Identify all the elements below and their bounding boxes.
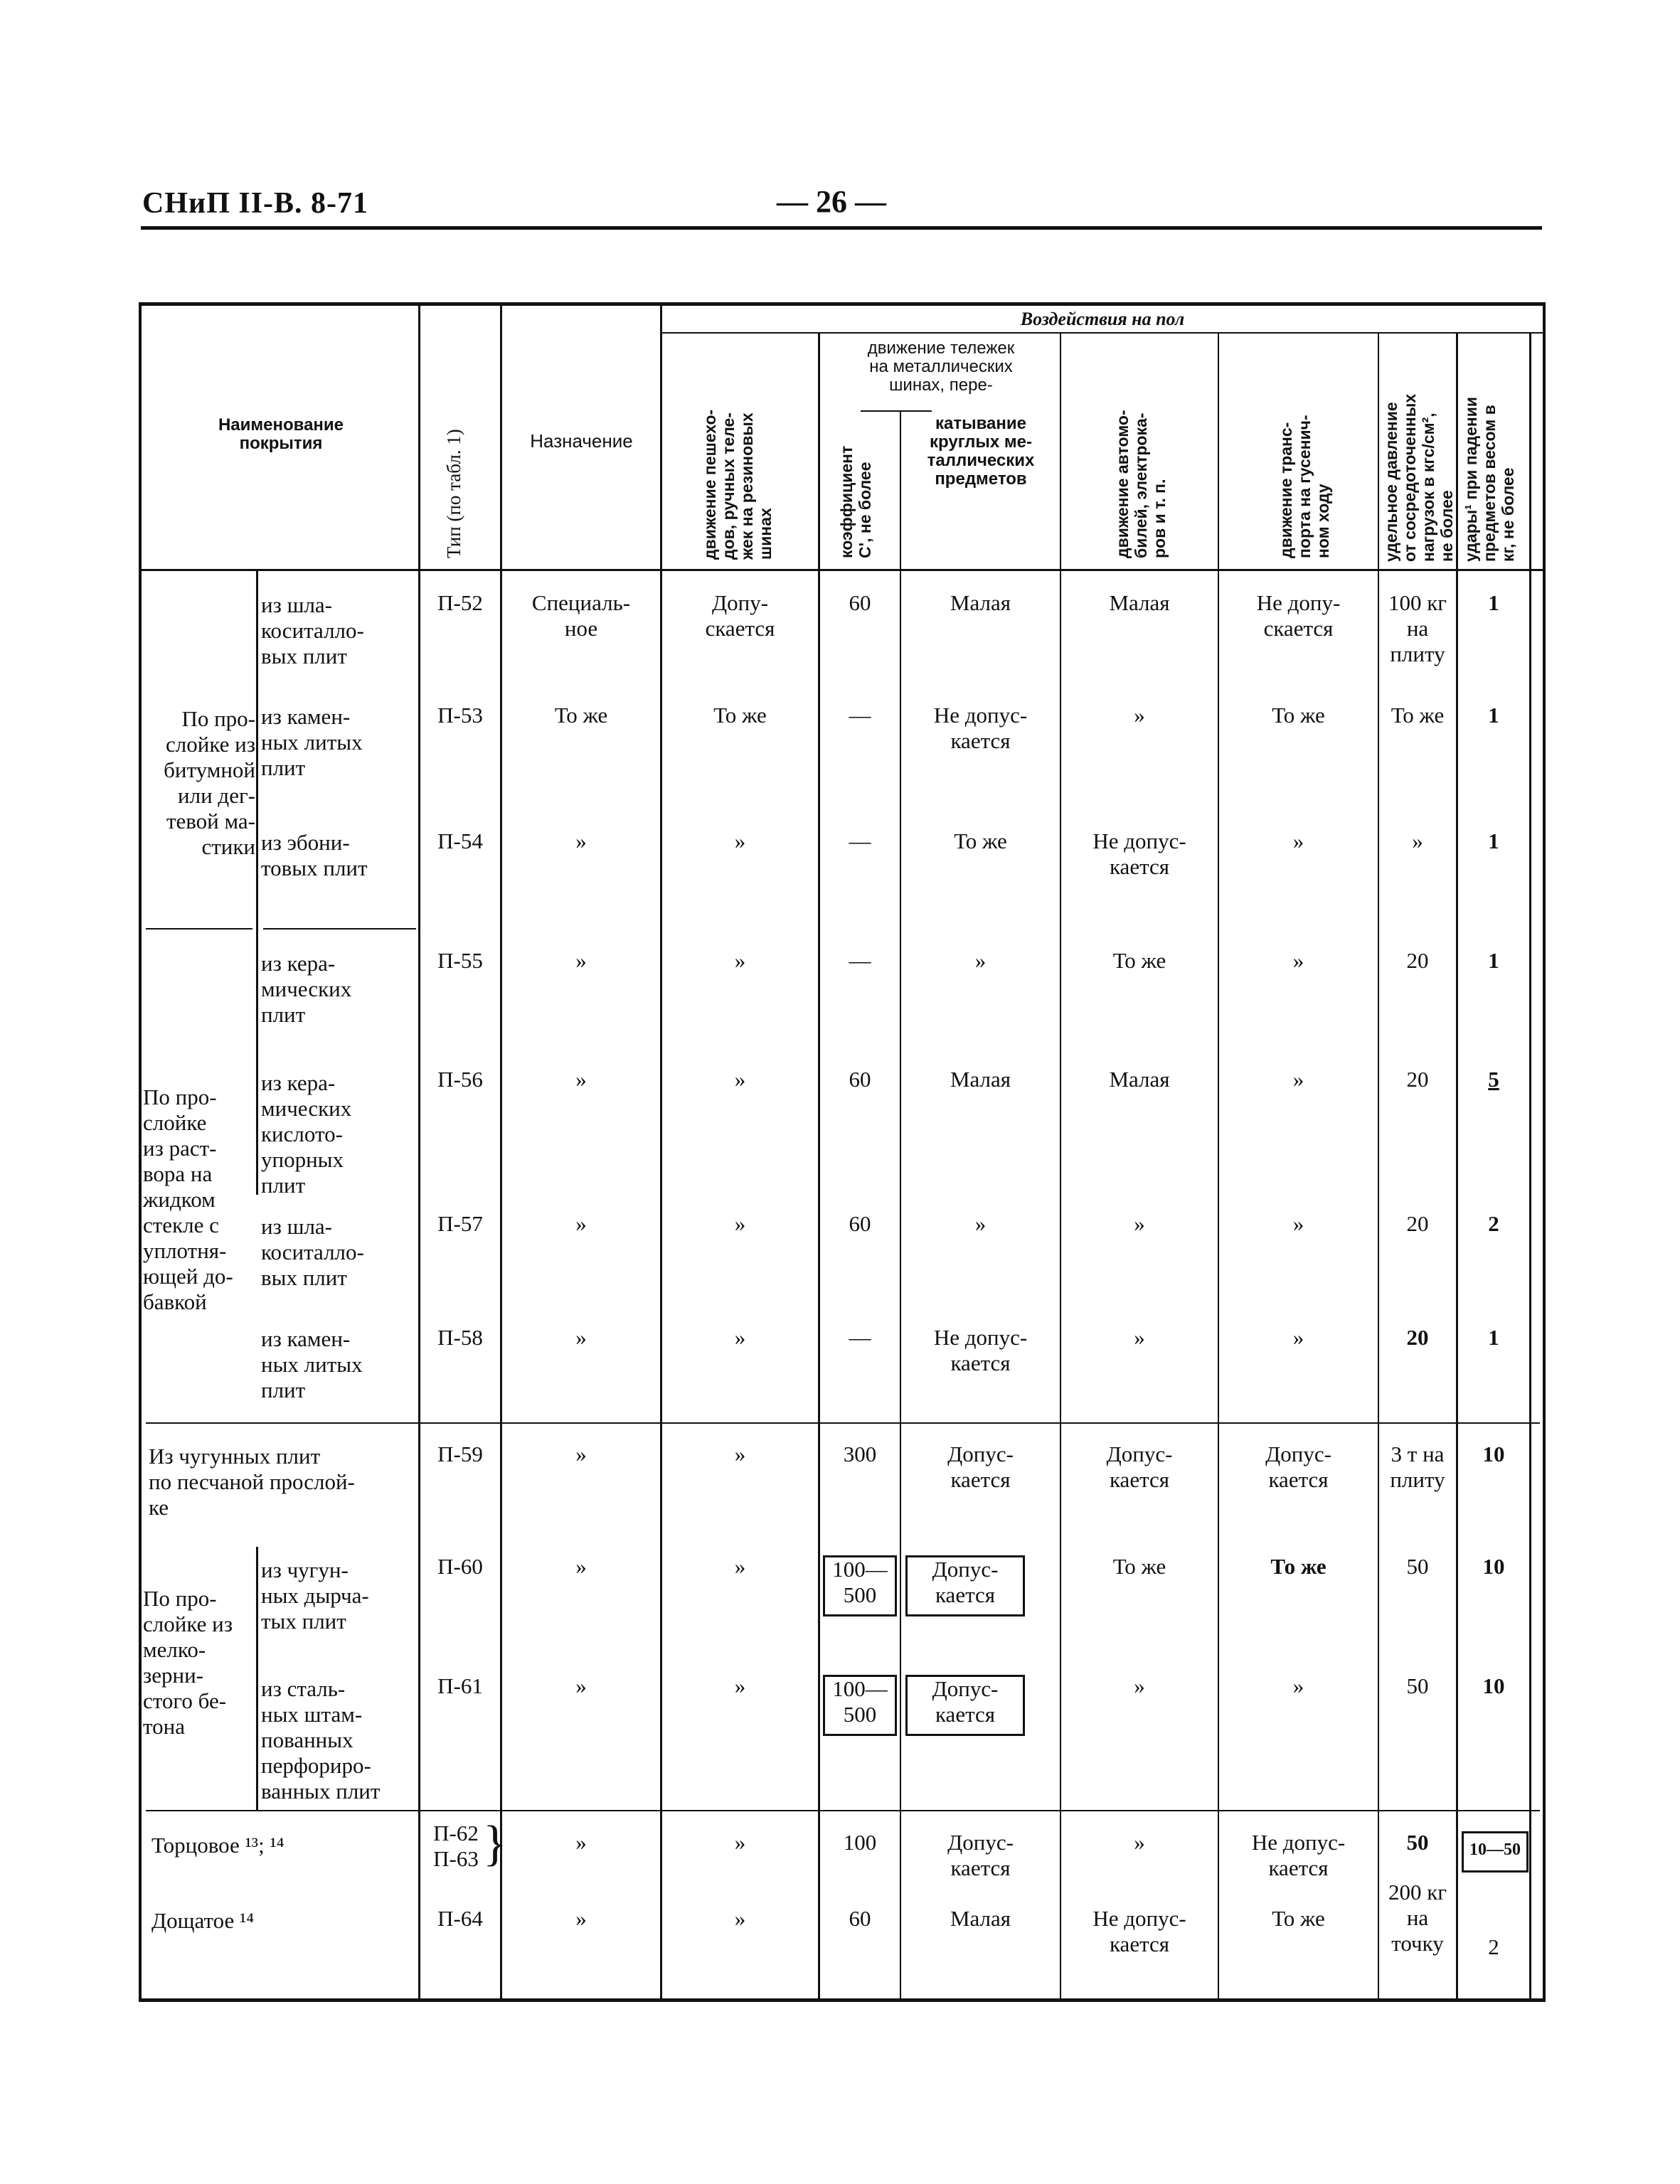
row-subname: из кера- мических плит xyxy=(261,951,352,1027)
col-line-5 xyxy=(900,410,901,2002)
row-rolling: Не допус- кается xyxy=(933,703,1028,753)
row-name: Из чугунных плит по песчаной прослой- ке xyxy=(149,1444,355,1520)
row-vehicles: » xyxy=(1134,1830,1145,1855)
row-pedestrian: » xyxy=(734,1906,746,1931)
row-subname: из сталь- ных штам- пованных перфориро- ванных плит xyxy=(261,1676,381,1804)
row-purpose: » xyxy=(575,829,587,853)
row-vehicles: » xyxy=(1134,703,1145,728)
row-pressure: 20 xyxy=(1406,1067,1429,1092)
row-pressure: То же xyxy=(1391,703,1445,728)
header-name: Наименование покрытия xyxy=(218,415,344,453)
row-purpose: » xyxy=(575,948,587,973)
row-purpose: » xyxy=(575,1906,587,1931)
row-coefficient: 60 xyxy=(849,1906,871,1931)
row-rolling: То же xyxy=(954,829,1007,853)
row-rolling: Малая xyxy=(950,1906,1011,1931)
row-vehicles: Малая xyxy=(1109,1067,1170,1092)
row-impact: 2 xyxy=(1488,1934,1499,1959)
row-type: П-54 xyxy=(437,829,483,853)
row-impact: 10 xyxy=(1482,1442,1505,1466)
row-pedestrian: » xyxy=(734,1830,746,1855)
row-coefficient: 300 xyxy=(843,1442,877,1466)
row-vehicles: » xyxy=(1134,1211,1145,1236)
row-type: П-55 xyxy=(437,948,483,973)
impacts-rule xyxy=(661,332,1543,334)
row-tracked: Не допу- скается xyxy=(1256,590,1341,641)
col-line-6 xyxy=(1060,332,1061,2002)
header-coefficient: коэффициент C', не более xyxy=(837,445,874,558)
row-coefficient: 60 xyxy=(849,1211,871,1236)
row-pedestrian: » xyxy=(734,1325,746,1350)
col-line-3 xyxy=(660,302,662,2002)
table-top-border xyxy=(139,302,1546,306)
row-pressure: 20 xyxy=(1406,1211,1429,1236)
col-line-8 xyxy=(1378,332,1379,2002)
row-subname: из эбони- товых плит xyxy=(261,830,368,880)
page-number: — 26 — xyxy=(777,184,886,219)
row-coefficient: 100— 500 xyxy=(832,1557,888,1607)
row-rolling: Допус- кается xyxy=(947,1830,1014,1880)
row-impact: 10 xyxy=(1482,1554,1505,1579)
col-line-1 xyxy=(418,302,420,2002)
col-line-7 xyxy=(1218,332,1219,2002)
row-purpose: » xyxy=(575,1211,587,1236)
row-tracked: » xyxy=(1292,1673,1304,1698)
col-line-10 xyxy=(1529,332,1531,2002)
row-pressure: 200 кг на точку xyxy=(1388,1880,1447,1956)
row-type: П-53 xyxy=(437,703,483,728)
row-subname: из камен- ных литых плит xyxy=(261,704,363,780)
row-type: П-52 xyxy=(437,590,483,615)
row-pedestrian: » xyxy=(734,1673,746,1698)
row-tracked: » xyxy=(1292,829,1304,853)
group-rule-1 xyxy=(146,928,252,929)
row-rolling: Малая xyxy=(950,1067,1011,1092)
row-subname: из камен- ных литых плит xyxy=(261,1326,363,1402)
header-pressure: удельное давление от сосредоточенных нагрузок в кгс/см², не более xyxy=(1382,393,1456,562)
row-tracked: » xyxy=(1292,1211,1304,1236)
group-rule-3 xyxy=(146,1810,1540,1811)
floor-coverings-table xyxy=(139,302,1546,2002)
row-pressure: 3 т на плиту xyxy=(1390,1442,1445,1492)
row-rolling: Не допус- кается xyxy=(933,1325,1028,1375)
header-bottom-rule xyxy=(139,569,1546,571)
document-code: СНиП II-В. 8-71 xyxy=(142,187,369,220)
row-tracked: То же xyxy=(1272,703,1325,728)
header-rule xyxy=(141,226,1542,230)
row-purpose: Специаль- ное xyxy=(531,590,631,641)
group-rule-2 xyxy=(146,1422,1540,1424)
table-right-border xyxy=(1543,302,1546,2002)
row-tracked: » xyxy=(1292,1325,1304,1350)
row-coefficient: 100— 500 xyxy=(832,1676,888,1727)
row-pedestrian: » xyxy=(734,1067,746,1092)
type-brace-icon: } xyxy=(483,1816,507,1871)
row-pressure: 20 xyxy=(1406,1325,1429,1350)
row-tracked: Допус- кается xyxy=(1265,1442,1331,1492)
row-rolling: Малая xyxy=(950,590,1011,615)
row-type: П-56 xyxy=(437,1067,483,1092)
row-pedestrian: » xyxy=(734,1442,746,1466)
row-purpose: » xyxy=(575,1442,587,1466)
row-rolling: Допус- кается xyxy=(932,1557,999,1607)
row-type: П-61 xyxy=(437,1673,483,1698)
row-type: П-62 П-63 xyxy=(433,1821,479,1871)
col-line-4 xyxy=(818,332,820,2002)
row-purpose: » xyxy=(575,1325,587,1350)
row-vehicles: Не допус- кается xyxy=(1092,1906,1186,1956)
row-impact: 1 xyxy=(1488,829,1499,853)
row-purpose: » xyxy=(575,1067,587,1092)
row-rolling: Допус- кается xyxy=(947,1442,1014,1492)
table-left-border xyxy=(139,302,142,2002)
row-purpose: То же xyxy=(554,703,608,728)
header-type: Тип (по табл. 1) xyxy=(443,429,464,558)
header-purpose: Назначение xyxy=(530,430,633,452)
header-impacts-drop: удары¹ при падении предметов весом в кг, не более xyxy=(1462,396,1517,562)
group-label-concrete: По про- слойке из мелко- зерни- стого бе- тона xyxy=(143,1586,233,1739)
row-impact: 1 xyxy=(1488,590,1499,615)
row-pedestrian: » xyxy=(734,1554,746,1579)
row-rolling: Допус- кается xyxy=(932,1676,999,1727)
row-pressure: 50 xyxy=(1406,1673,1429,1698)
header-vehicles: движение автомо- билей, электрока- ров и т. п. xyxy=(1113,410,1169,558)
header-metal-carts: движение тележек на металлических шинах, пере- xyxy=(867,339,1015,395)
row-impact: 1 xyxy=(1488,948,1499,973)
group-label-liquid-glass: По про- слойке из раст- вора на жидком стекле с уплотня- ющей до- бавкой xyxy=(143,1085,233,1314)
row-pressure: 100 кг на плиту xyxy=(1388,590,1447,666)
row-coefficient: — xyxy=(849,1325,871,1350)
group-label-bitumen: По про- слойке из битумной или дег- тевой ма- стики xyxy=(164,706,255,859)
row-vehicles: » xyxy=(1134,1673,1145,1698)
row-pressure: » xyxy=(1412,829,1423,853)
row-coefficient: 100 xyxy=(843,1830,877,1855)
row-type: П-59 xyxy=(437,1442,483,1466)
row-name: Торцовое ¹³; ¹⁴ xyxy=(151,1833,285,1858)
row-coefficient: — xyxy=(849,829,871,853)
row-subname: из шла- коситалло- вых плит xyxy=(261,592,364,668)
row-coefficient: 60 xyxy=(849,1067,871,1092)
row-impact: 10—50 xyxy=(1469,1841,1521,1859)
row-tracked: » xyxy=(1292,1067,1304,1092)
row-pedestrian: » xyxy=(734,1211,746,1236)
row-rolling: » xyxy=(974,1211,987,1236)
header-rolling: катывание круглых ме- таллических предметов xyxy=(927,414,1035,489)
row-name: Дощатое ¹⁴ xyxy=(151,1908,255,1933)
row-tracked: Не допус- кается xyxy=(1251,1830,1346,1880)
row-tracked: То же xyxy=(1270,1554,1327,1579)
row-vehicles: Не допус- кается xyxy=(1092,829,1186,879)
row-vehicles: Малая xyxy=(1109,590,1170,615)
row-coefficient: 60 xyxy=(849,590,871,615)
row-impact: 2 xyxy=(1488,1211,1499,1236)
row-pressure: 50 xyxy=(1406,1830,1429,1855)
row-impact: 1 xyxy=(1488,703,1499,728)
row-subname: из кера- мических кислото- упорных плит xyxy=(261,1070,352,1198)
row-type: П-57 xyxy=(437,1211,483,1236)
row-impact: 5 xyxy=(1488,1067,1499,1092)
row-rolling: » xyxy=(974,948,987,973)
row-pedestrian: » xyxy=(734,829,746,853)
row-pressure: 50 xyxy=(1406,1554,1429,1579)
row-purpose: » xyxy=(575,1673,587,1698)
row-coefficient: — xyxy=(849,703,871,728)
row-tracked: » xyxy=(1292,948,1304,973)
row-type: П-58 xyxy=(437,1325,483,1350)
row-vehicles: То же xyxy=(1112,948,1166,973)
row-pressure: 20 xyxy=(1406,948,1429,973)
col-line-2 xyxy=(500,302,502,2002)
header-tracked: движение транс- порта на гусенич- ном ходу xyxy=(1277,415,1332,558)
row-type: П-60 xyxy=(437,1554,483,1579)
header-pedestrian: движение пешехо- дов, ручных теле- жек на резиновых шинах xyxy=(701,409,775,560)
row-type: П-64 xyxy=(437,1906,483,1931)
row-pedestrian: Допу- скается xyxy=(705,590,775,641)
row-vehicles: » xyxy=(1134,1325,1145,1350)
row-subname: из шла- коситалло- вых плит xyxy=(261,1214,364,1290)
table-bottom-border xyxy=(139,1998,1546,2002)
header-impacts: Воздействия на пол xyxy=(1020,309,1185,329)
row-vehicles: То же xyxy=(1112,1554,1166,1579)
row-tracked: То же xyxy=(1272,1906,1325,1931)
metal-carts-rule xyxy=(861,410,932,412)
col-line-9 xyxy=(1456,332,1458,2002)
row-purpose: » xyxy=(575,1554,587,1579)
row-pedestrian: » xyxy=(734,948,746,973)
row-vehicles: Допус- кается xyxy=(1106,1442,1173,1492)
row-purpose: » xyxy=(575,1830,587,1855)
row-pedestrian: То же xyxy=(713,703,767,728)
row-subname: из чугун- ных дырча- тых плит xyxy=(261,1557,369,1634)
row-impact: 10 xyxy=(1482,1673,1505,1698)
row-coefficient: — xyxy=(849,948,871,973)
row-impact: 1 xyxy=(1488,1325,1499,1350)
group-rule-1b xyxy=(263,928,416,929)
